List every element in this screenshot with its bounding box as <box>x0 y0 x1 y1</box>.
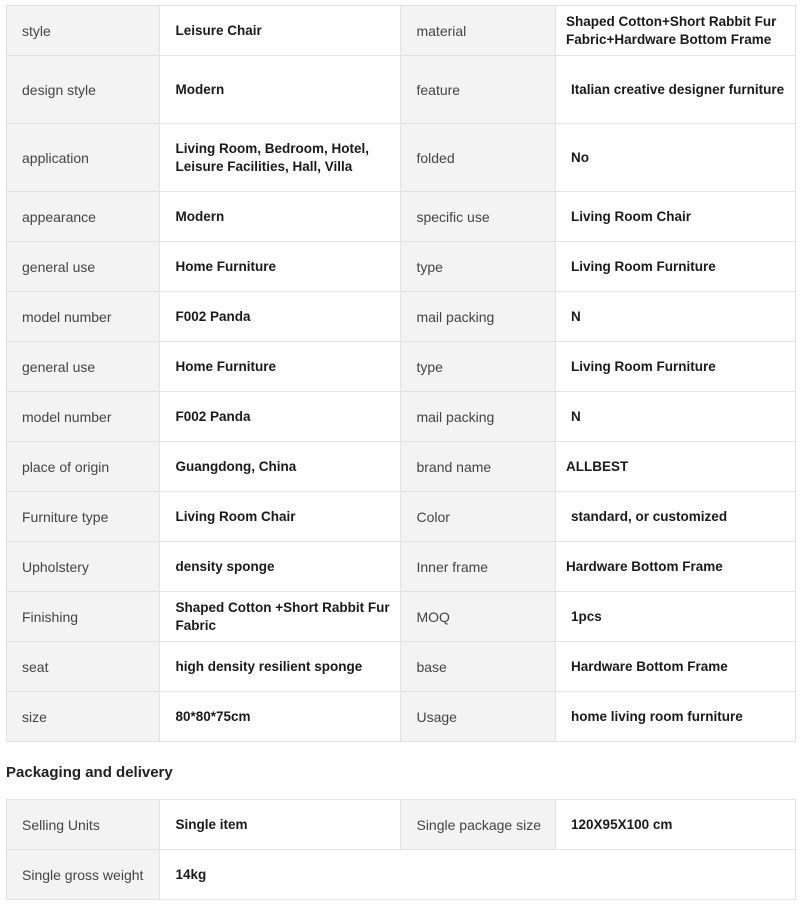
spec-key: design style <box>7 56 160 124</box>
spec-key: model number <box>7 292 160 342</box>
spec-value: Italian creative designer furniture <box>556 56 796 124</box>
spec-value: Living Room Chair <box>160 492 401 542</box>
spec-value: 80*80*75cm <box>160 692 401 742</box>
spec-value: 14kg <box>160 850 796 900</box>
spec-value: Guangdong, China <box>160 442 401 492</box>
spec-value: Hardware Bottom Frame <box>556 642 796 692</box>
table-row <box>7 292 796 342</box>
table-row <box>7 56 796 124</box>
spec-value: Shaped Cotton +Short Rabbit Fur Fabric <box>160 592 401 642</box>
spec-key: folded <box>401 124 556 192</box>
spec-key: seat <box>7 642 160 692</box>
spec-value: high density resilient sponge <box>160 642 401 692</box>
table-row <box>7 124 796 192</box>
spec-key: specific use <box>401 192 556 242</box>
spec-value: Living Room Furniture <box>556 342 796 392</box>
spec-key: mail packing <box>401 392 556 442</box>
spec-value: No <box>556 124 796 192</box>
spec-key: appearance <box>7 192 160 242</box>
table-row <box>7 492 796 542</box>
spec-key: feature <box>401 56 556 124</box>
spec-value: density sponge <box>160 542 401 592</box>
spec-key: brand name <box>401 442 556 492</box>
spec-key: Usage <box>401 692 556 742</box>
spec-value: 120X95X100 cm <box>556 800 796 850</box>
spec-key: base <box>401 642 556 692</box>
product-specs-table <box>6 5 796 742</box>
spec-value: Single item <box>160 800 401 850</box>
table-row <box>7 642 796 692</box>
spec-key: style <box>7 6 160 56</box>
spec-value: Modern <box>160 192 401 242</box>
table-row <box>7 850 796 900</box>
spec-key: type <box>401 342 556 392</box>
table-row <box>7 692 796 742</box>
spec-value: 1pcs <box>556 592 796 642</box>
table-row <box>7 800 796 850</box>
spec-key: general use <box>7 342 160 392</box>
spec-key: Inner frame <box>401 542 556 592</box>
table-row <box>7 542 796 592</box>
table-row <box>7 192 796 242</box>
spec-value: F002 Panda <box>160 392 401 442</box>
spec-value: Living Room Chair <box>556 192 796 242</box>
table-row <box>7 6 796 56</box>
spec-key: model number <box>7 392 160 442</box>
spec-key: application <box>7 124 160 192</box>
spec-key: material <box>401 6 556 56</box>
spec-key: Color <box>401 492 556 542</box>
spec-key: size <box>7 692 160 742</box>
spec-key: mail packing <box>401 292 556 342</box>
spec-value: Home Furniture <box>160 242 401 292</box>
spec-value: Living Room, Bedroom, Hotel, Leisure Facilities, Hall, Villa <box>160 124 401 192</box>
spec-value: F002 Panda <box>160 292 401 342</box>
spec-key: general use <box>7 242 160 292</box>
spec-key: type <box>401 242 556 292</box>
spec-value: ALLBEST <box>556 442 796 492</box>
spec-key: Upholstery <box>7 542 160 592</box>
spec-value: Hardware Bottom Frame <box>556 542 796 592</box>
spec-value: Home Furniture <box>160 342 401 392</box>
spec-key: Single package size <box>401 800 556 850</box>
table-row <box>7 392 796 442</box>
table-row <box>7 342 796 392</box>
spec-key: Single gross weight <box>7 850 160 900</box>
spec-value: Modern <box>160 56 401 124</box>
spec-key: MOQ <box>401 592 556 642</box>
spec-value: N <box>556 292 796 342</box>
table-row <box>7 442 796 492</box>
table-row <box>7 592 796 642</box>
spec-value: Shaped Cotton+Short Rabbit Fur Fabric+Hardware Bottom Frame <box>556 6 796 56</box>
spec-key: place of origin <box>7 442 160 492</box>
spec-value: standard, or customized <box>556 492 796 542</box>
spec-value: home living room furniture <box>556 692 796 742</box>
spec-value: N <box>556 392 796 442</box>
section-title: Packaging and delivery <box>6 764 173 781</box>
spec-value: Leisure Chair <box>160 6 401 56</box>
spec-value: Living Room Furniture <box>556 242 796 292</box>
spec-key: Finishing <box>7 592 160 642</box>
table-row <box>7 242 796 292</box>
spec-key: Selling Units <box>7 800 160 850</box>
packaging-table <box>6 799 796 900</box>
spec-key: Furniture type <box>7 492 160 542</box>
